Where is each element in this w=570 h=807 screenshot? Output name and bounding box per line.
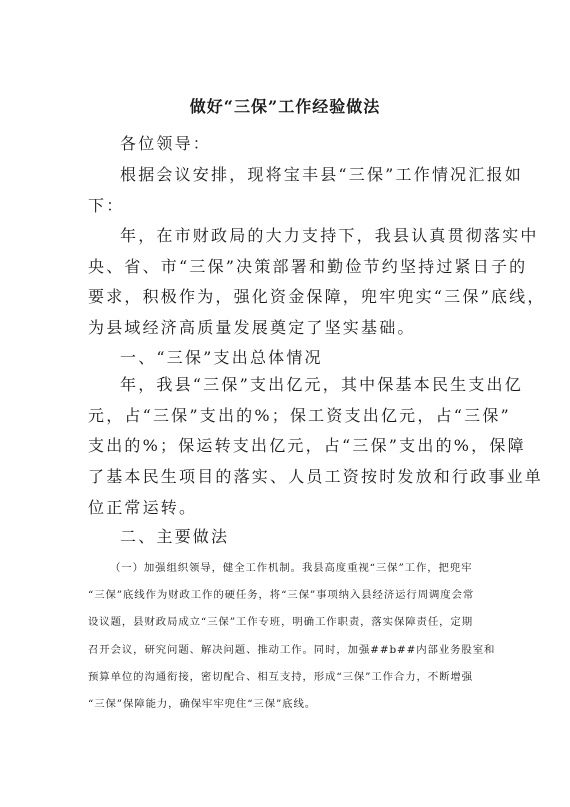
- text-line: 了基本民生项目的落实、人员工资按时发放和行政事业单: [88, 467, 544, 487]
- text-line: 要求，积极作为，强化资金保障，兜牢兜实“三保”底线，: [88, 287, 546, 307]
- text-line: （一）加强组织领导，健全工作机制。我县高度重视“三保”工作，把兜牢: [110, 562, 473, 574]
- text-line: 支出的%；保运转支出亿元，占“三保”支出的%，保障: [88, 436, 526, 456]
- section1-paragraph: [88, 370, 544, 523]
- text-line: 根据会议安排，现将宝丰县“三保”工作情况汇报如: [120, 165, 523, 184]
- summary-paragraph: [88, 221, 546, 344]
- text-line: 下：: [88, 195, 125, 215]
- text-line: “三保”保障能力，确保牢牢兜住“三保”底线。: [88, 697, 317, 710]
- section-heading: 二、主要做法: [120, 527, 230, 546]
- salutation-line: 各位领导：: [120, 134, 212, 153]
- text-line: 年，我县“三保”支出亿元，其中保基本民生支出亿: [120, 375, 523, 394]
- text-line: 元，占“三保”支出的%；保工资支出亿元，占“三保”: [88, 405, 511, 425]
- text-line: 央、省、市“三保”决策部署和勤俭节约坚持过紧日子的: [88, 256, 528, 276]
- text-line: “三保”底线作为财政工作的硬任务，将“三保”事项纳入县经济运行周调度会常: [88, 589, 475, 602]
- section-heading: 一、“三保”支出总体情况: [120, 348, 323, 367]
- text-line: 预算单位的沟通衔接，密切配合、相互支持，形成“三保”工作合力，不断增强: [88, 670, 474, 683]
- document-title: 做好“三保”工作经验做法: [189, 97, 381, 116]
- text-line: 为县域经济高质量发展奠定了坚实基础。: [88, 318, 416, 338]
- text-line: 年，在市财政局的大力支持下，我县认真贯彻落实中: [120, 226, 539, 245]
- text-line: 召开会议，研究问题、解决问题、推动工作。同时，加强##b##内部业务股室和: [88, 643, 496, 656]
- text-line: 位正常运转。: [88, 497, 198, 517]
- salutation: [88, 129, 498, 160]
- section2-paragraph: [88, 555, 508, 718]
- text-line: 设议题，县财政局成立“三保”工作专班，明确工作职责，落实保障责任，定期: [88, 616, 474, 629]
- intro-paragraph: [88, 160, 523, 221]
